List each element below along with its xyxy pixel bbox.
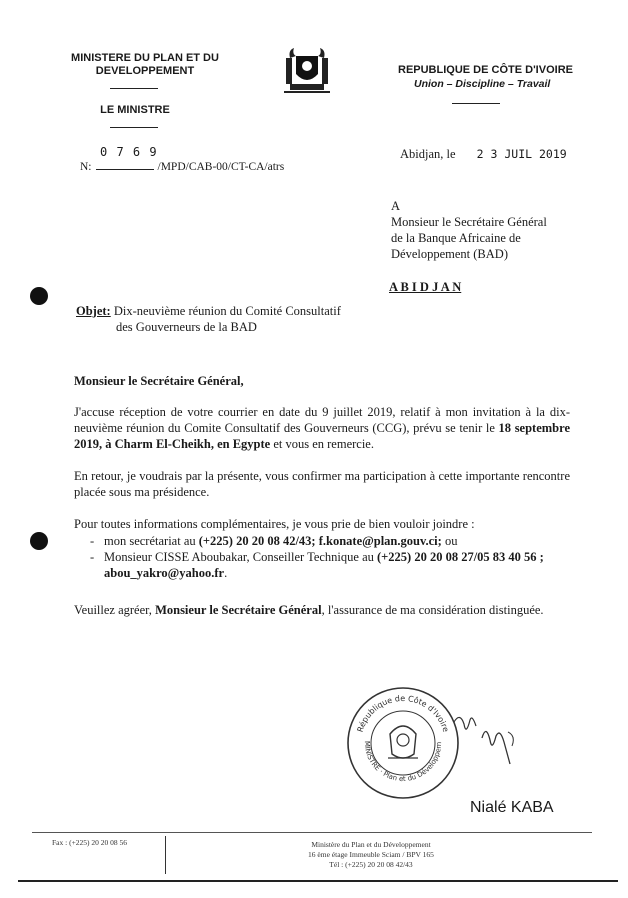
ministry-line2: DEVELOPPEMENT [95,65,195,77]
signatory-name: Nialé KABA [470,799,554,816]
ministry-rule [110,88,158,89]
date-place: Abidjan, le [400,147,456,161]
salutation: Monsieur le Secrétaire Général, [74,374,244,388]
punch-hole-bottom [30,532,48,550]
motto-rule [452,103,500,104]
footer-telephone: Tél : (+225) 20 20 08 42/43 [329,860,413,869]
recipient-line3: Développement (BAD) [391,247,508,261]
reference-number: 0 7 6 9 [100,145,158,159]
footer-top-rule [32,832,592,833]
subject-label: Objet: [76,304,111,318]
contact-item-secretariat: - mon secrétariat au (+225) 20 20 08 42/43; f.konate@plan.gouv.ci; ou [84,533,574,549]
minister-rule [110,127,158,128]
contacts-list [84,533,574,581]
contact-item-advisor: - Monsieur CISSE Aboubakar, Conseiller Technique au (+225) 20 20 08 27/05 83 40 56 ; abou_yakro@yahoo.fr. [84,549,574,581]
recipient-prefix: A [391,199,401,213]
footer-divider [165,836,166,874]
paragraph-confirmation: En retour, je voudrais par la présente, vous confirmer ma participation à cette importante rencontre placée sous ma présidence. [74,469,570,499]
closing-paragraph: Veuillez agréer, Monsieur le Secrétaire Général, l'assurance de ma considération distinguée. [74,603,544,617]
republic-motto: Union – Discipline – Travail [414,78,551,90]
minister-label: LE MINISTRE [100,104,170,116]
paragraph-acknowledgement: J'accuse réception de votre courrier en date du 9 juillet 2019, relatif à mon invitation à la dix-neuvième réunion du Comite Consultatif des Gouverneurs (CCG), prévu se tenir le 18 septembre 2019, à Charm El-Cheikh, en Egypte et vous en remercie. [74,405,571,451]
date-line [400,147,567,162]
ministry-header [60,52,230,78]
stamp-inner-text: MINISTRE · Plan et du Développem [362,740,444,784]
paragraph-contact-intro: Pour toutes informations complémentaires, je vous prie de bien vouloir joindre : [74,517,475,531]
footer-bottom-rule [18,880,618,882]
recipient-line2: de la Banque Africaine de [391,231,521,245]
footer-address-line2: 16 ème étage Immeuble Sciam / BPV 165 [308,850,434,859]
subject-block [76,303,341,335]
stamp-outer-text: République de Côte d'Ivoire [355,693,451,734]
reference-suffix: /MPD/CAB-00/CT-CA/atrs [157,161,285,173]
official-stamp [344,684,462,802]
footer-fax: Fax : (+225) 20 20 08 56 [52,838,128,847]
reference-line [80,161,284,173]
recipient-city: A B I D J A N [389,280,462,294]
punch-hole-top [30,287,48,305]
handwritten-signature [446,702,526,772]
ministry-line1: MINISTERE DU PLAN ET DU [71,52,219,64]
meeting-date-location: 18 septembre 2019, à Charm El-Cheikh, en Egypte [74,421,571,451]
recipient-line1: Monsieur le Secrétaire Général [391,215,547,229]
subject-line2: des Gouverneurs de la BAD [116,320,257,334]
footer-address-line1: Ministère du Plan et du Développement [311,840,431,849]
reference-label: N: [80,161,92,173]
republic-title: REPUBLIQUE DE CÔTE D'IVOIRE [398,64,573,76]
recipient-block [391,198,547,262]
date-value: 2 3 JUIL 2019 [476,147,567,161]
subject-line1: Dix-neuvième réunion du Comité Consultatif [113,304,341,318]
coat-of-arms-emblem [280,44,334,96]
footer-address [276,840,466,870]
